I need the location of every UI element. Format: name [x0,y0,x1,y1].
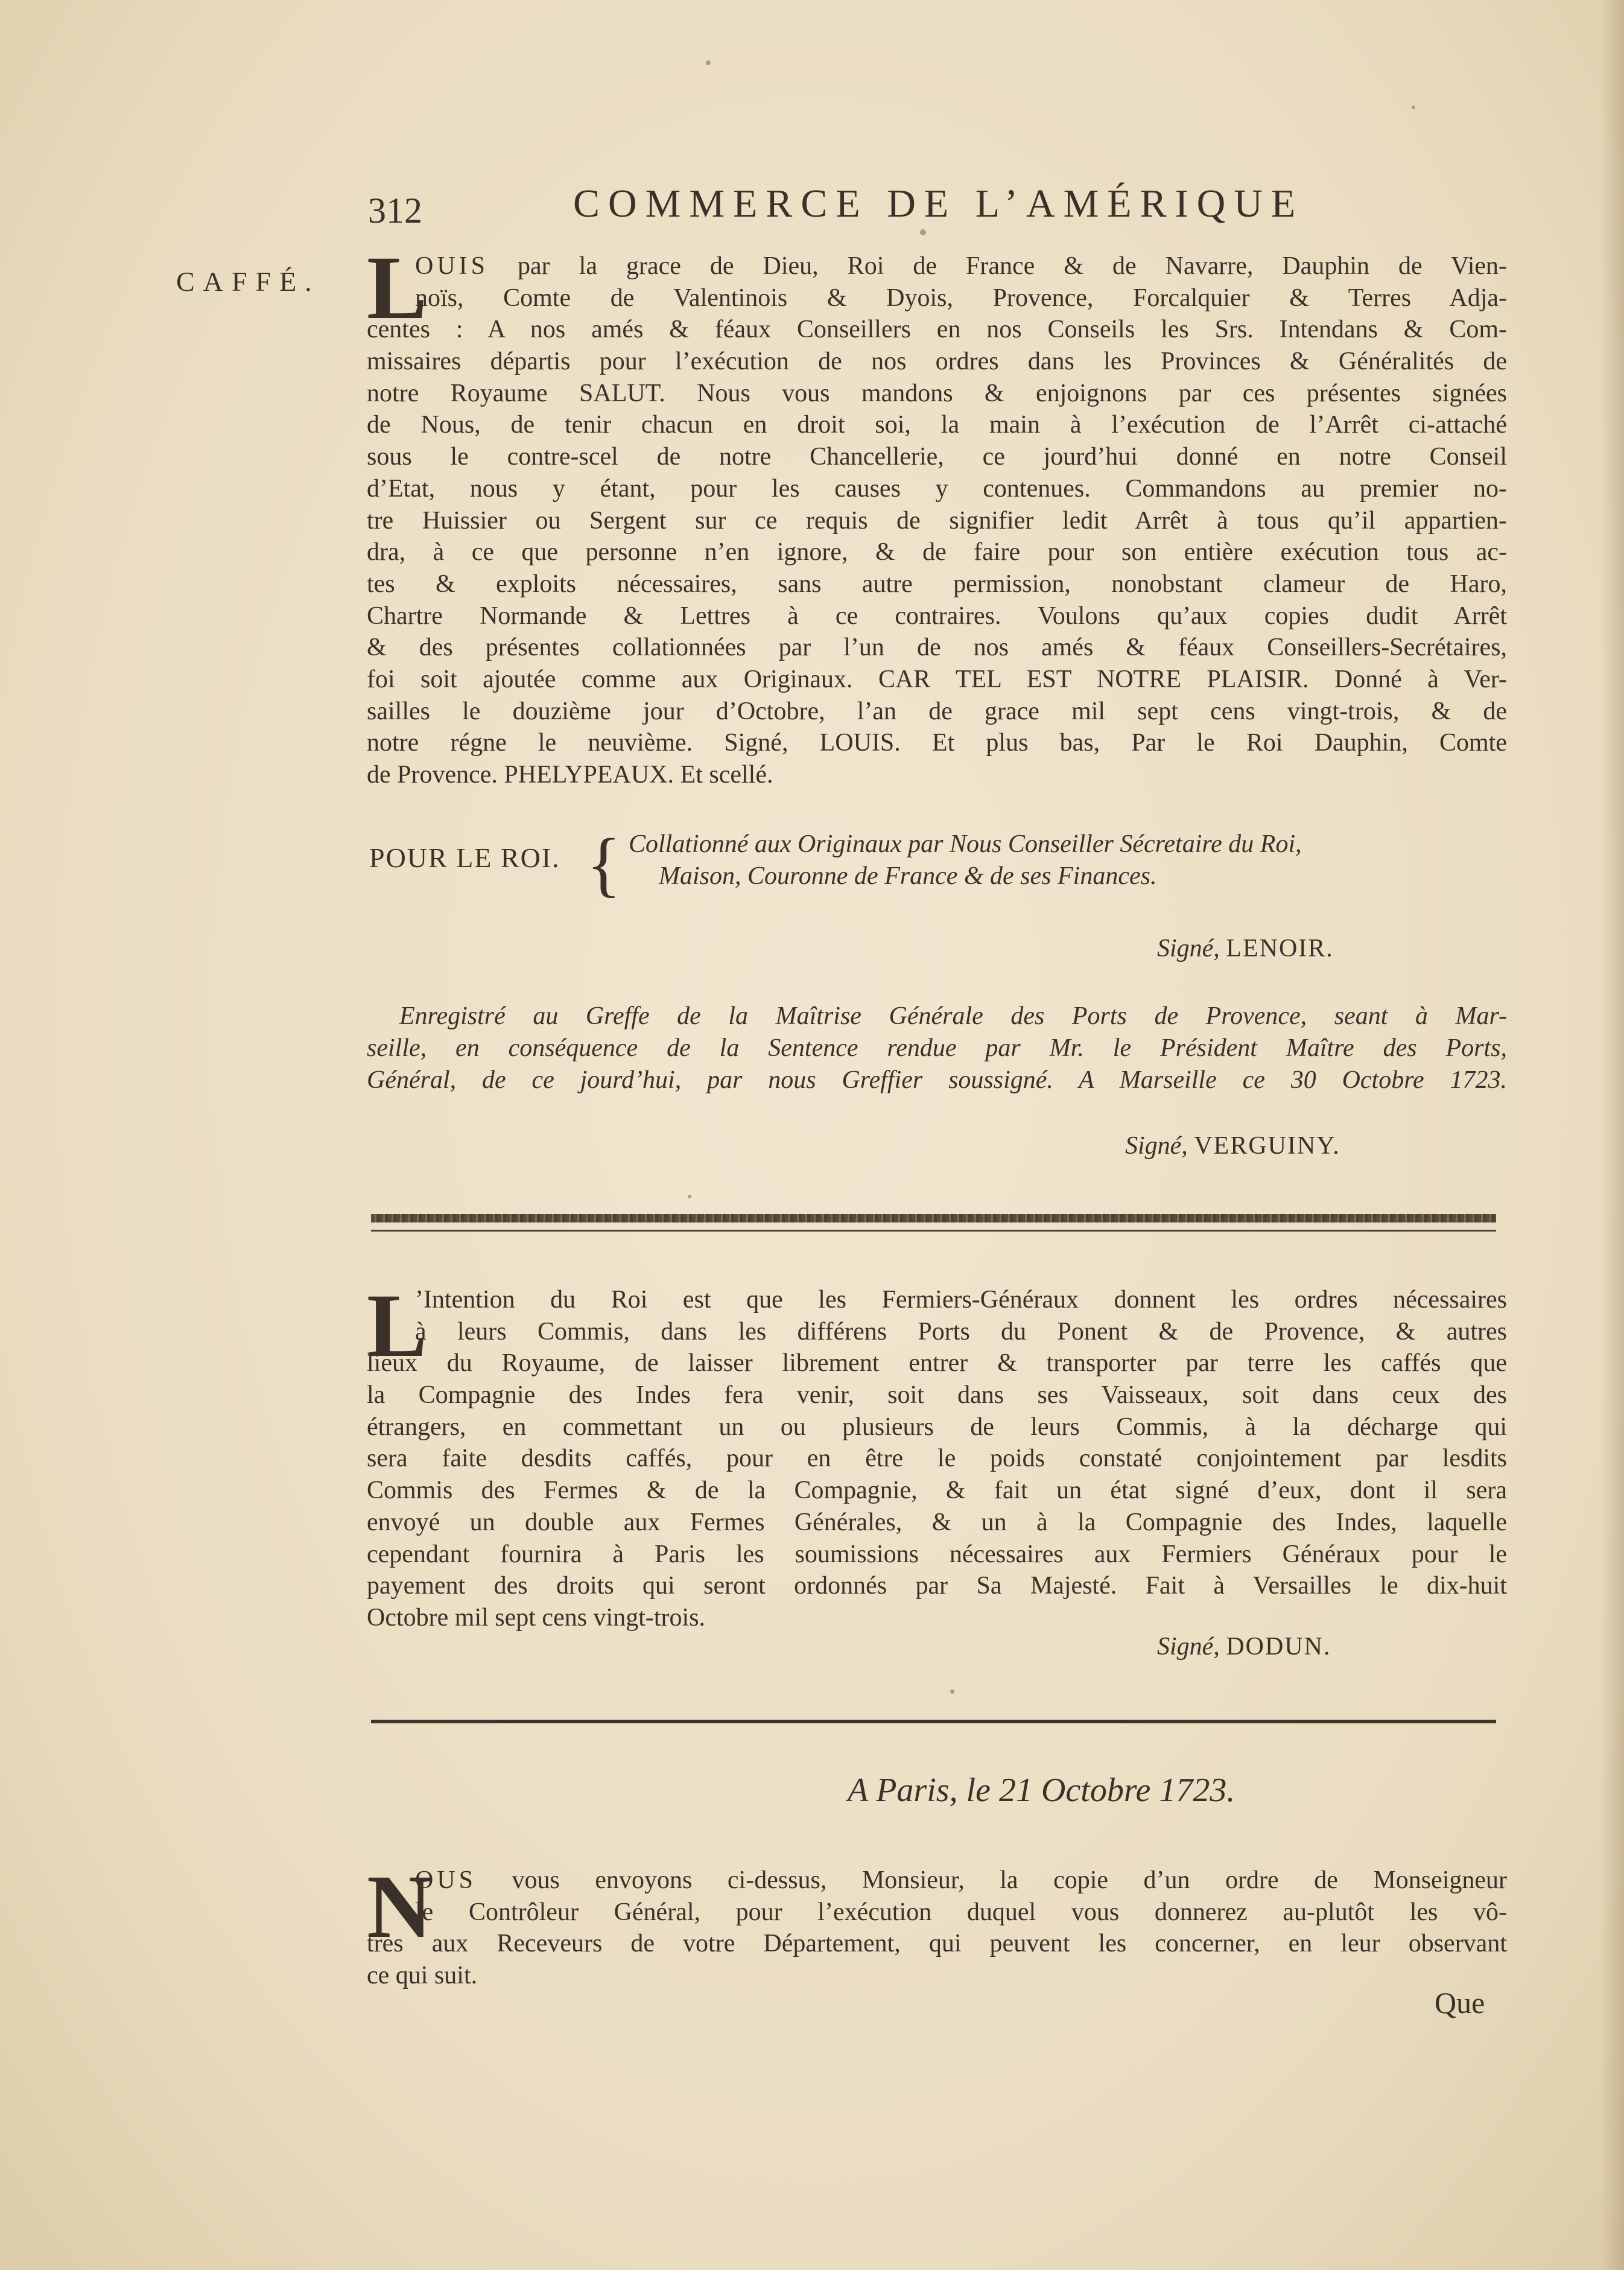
text-line: payement des droits qui seront ordonnés par Sa Majesté. Fait à Versailles le dix-huit [367,1572,1507,1600]
signature-dodun: Signé, DODUN. [1157,1633,1331,1661]
lettres-patentes-text [367,250,1507,791]
margin-note: CAFFÉ. [176,266,320,297]
text-line: dra, à ce que personne n’en ignore, & de faire pour son entière exécution tous ac- [367,538,1507,567]
text-line: centes : A nos amés & féaux Conseillers en nos Conseils les Srs. Intendans & Com- [367,316,1507,344]
intention-text [367,1284,1507,1634]
text-line: ’Intention du Roi est que les Fermiers-Généraux donnent les ordres nécessaires [415,1286,1507,1314]
collation-line: Collationné aux Originaux par Nous Conseiller Sécretaire du Roi, [629,830,1302,858]
text-line: Chartre Normande & Lettres à ce contraires. Voulons qu’aux copies dudit Arrêt [367,602,1507,630]
text-line: sailles le douzième jour d’Octobre, l’an de grace mil sept cens vingt-trois, & de [367,697,1507,725]
text-line: le Contrôleur Général, pour l’exécution duquel vous donnerez au-plutôt les vô- [415,1898,1507,1926]
text-line: à leurs Commis, dans les différens Ports du Ponent & de Provence, & autres [415,1317,1507,1346]
signature-lenoir: Signé, LENOIR. [1157,935,1334,962]
rule [371,1720,1496,1723]
signature-verguiny: Signé, VERGUINY. [1125,1132,1340,1160]
text-line: noïs, Comte de Valentinois & Dyois, Provence, Forcalquier & Terres Adja- [415,284,1507,312]
text-line: de Provence. PHELYPEAUX. Et scellé. [367,761,773,789]
running-head: COMMERCE DE L’AMÉRIQUE [573,182,1304,226]
text-line: OUS vous envoyons ci-dessus, Monsieur, la copie d’un ordre de Monseigneur [415,1866,1507,1894]
text-line: envoyé un double aux Fermes Générales, & un à la Compagnie des Indes, laquelle [367,1508,1507,1536]
text-line: OUIS par la grace de Dieu, Roi de France & de Navarre, Dauphin de Vien- [415,252,1507,280]
letter-text [367,1865,1507,1992]
dropcap: L [367,238,428,338]
text-line: notre régne le neuvième. Signé, LOUIS. Et plus bas, Par le Roi Dauphin, Comte [367,729,1507,757]
ornamental-rule [371,1214,1496,1222]
text-line: & des présentes collationnées par l’un de nos amés & féaux Conseillers-Secrétaires, [367,634,1507,662]
text-line: ce qui suit. [367,1962,478,1990]
paper-speck [950,1690,954,1694]
text-line: cependant fournira à Paris les soumissions nécessaires aux Fermiers Généraux pour le [367,1540,1507,1568]
text-line: sous le contre-scel de notre Chancellerie, ce jourd’hui donné en notre Conseil [367,443,1507,471]
brace-icon: { [586,824,621,904]
dropcap: N [367,1857,433,1957]
text-line: étrangers, en commettant un ou plusieurs de leurs Commis, à la décharge qui [367,1413,1507,1441]
dropcap: L [367,1276,428,1376]
collation-line: Maison, Couronne de France & de ses Finances. [659,862,1157,890]
text-line: de Nous, de tenir chacun en droit soi, la main à l’exécution de l’Arrêt ci-attaché [367,411,1507,439]
letter-date: A Paris, le 21 Octobre 1723. [848,1772,1235,1809]
text-line: tre Huissier ou Sergent sur ce requis de signifier ledit Arrêt à tous qu’il appartien- [367,506,1507,535]
rule [371,1230,1496,1232]
pour-le-roi-label: POUR LE ROI. [369,842,560,873]
paper-speck [1412,106,1415,109]
paper-speck [706,60,711,65]
text-line: tres aux Receveurs de votre Département, qui peuvent les concerner, en leur observant [367,1930,1507,1958]
registration-line: Général, de ce jourd’hui, par nous Greffier soussigné. A Marseille ce 30 Octobre 1723. [367,1066,1507,1094]
text-line: foi soit ajoutée comme aux Originaux. CAR TEL EST NOTRE PLAISIR. Donné à Ver- [367,665,1507,693]
paper-speck [688,1195,691,1198]
paper-speck [920,229,926,235]
page-number: 312 [368,191,422,230]
registration-line: Enregistré au Greffe de la Maîtrise Générale des Ports de Provence, seant à Mar- [399,1002,1507,1030]
text-line: notre Royaume SALUT. Nous vous mandons & enjoignons par ces présentes signées [367,379,1507,407]
text-line: sera faite desdits caffés, pour en être le poids constaté conjointement par lesdits [367,1445,1507,1473]
page-edge-shadow [1600,0,1624,2270]
text-line: lieux du Royaume, de laisser librement entrer & transporter par terre les caffés que [367,1349,1507,1378]
catchword: Que [1435,1986,1485,2020]
text-line: Commis des Fermes & de la Compagnie, & fait un état signé d’eux, dont il sera [367,1477,1507,1505]
text-line: tes & exploits nécessaires, sans autre permission, nonobstant clameur de Haro, [367,570,1507,598]
text-line: Octobre mil sept cens vingt-trois. [367,1603,706,1632]
registration-line: seille, en conséquence de la Sentence rendue par Mr. le Président Maître des Ports, [367,1034,1507,1062]
text-line: missaires départis pour l’exécution de nos ordres dans les Provinces & Généralités de [367,348,1507,376]
text-line: la Compagnie des Indes fera venir, soit dans ses Vaisseaux, soit dans ceux des [367,1381,1507,1410]
text-line: d’Etat, nous y étant, pour les causes y contenues. Commandons au premier no- [367,474,1507,503]
